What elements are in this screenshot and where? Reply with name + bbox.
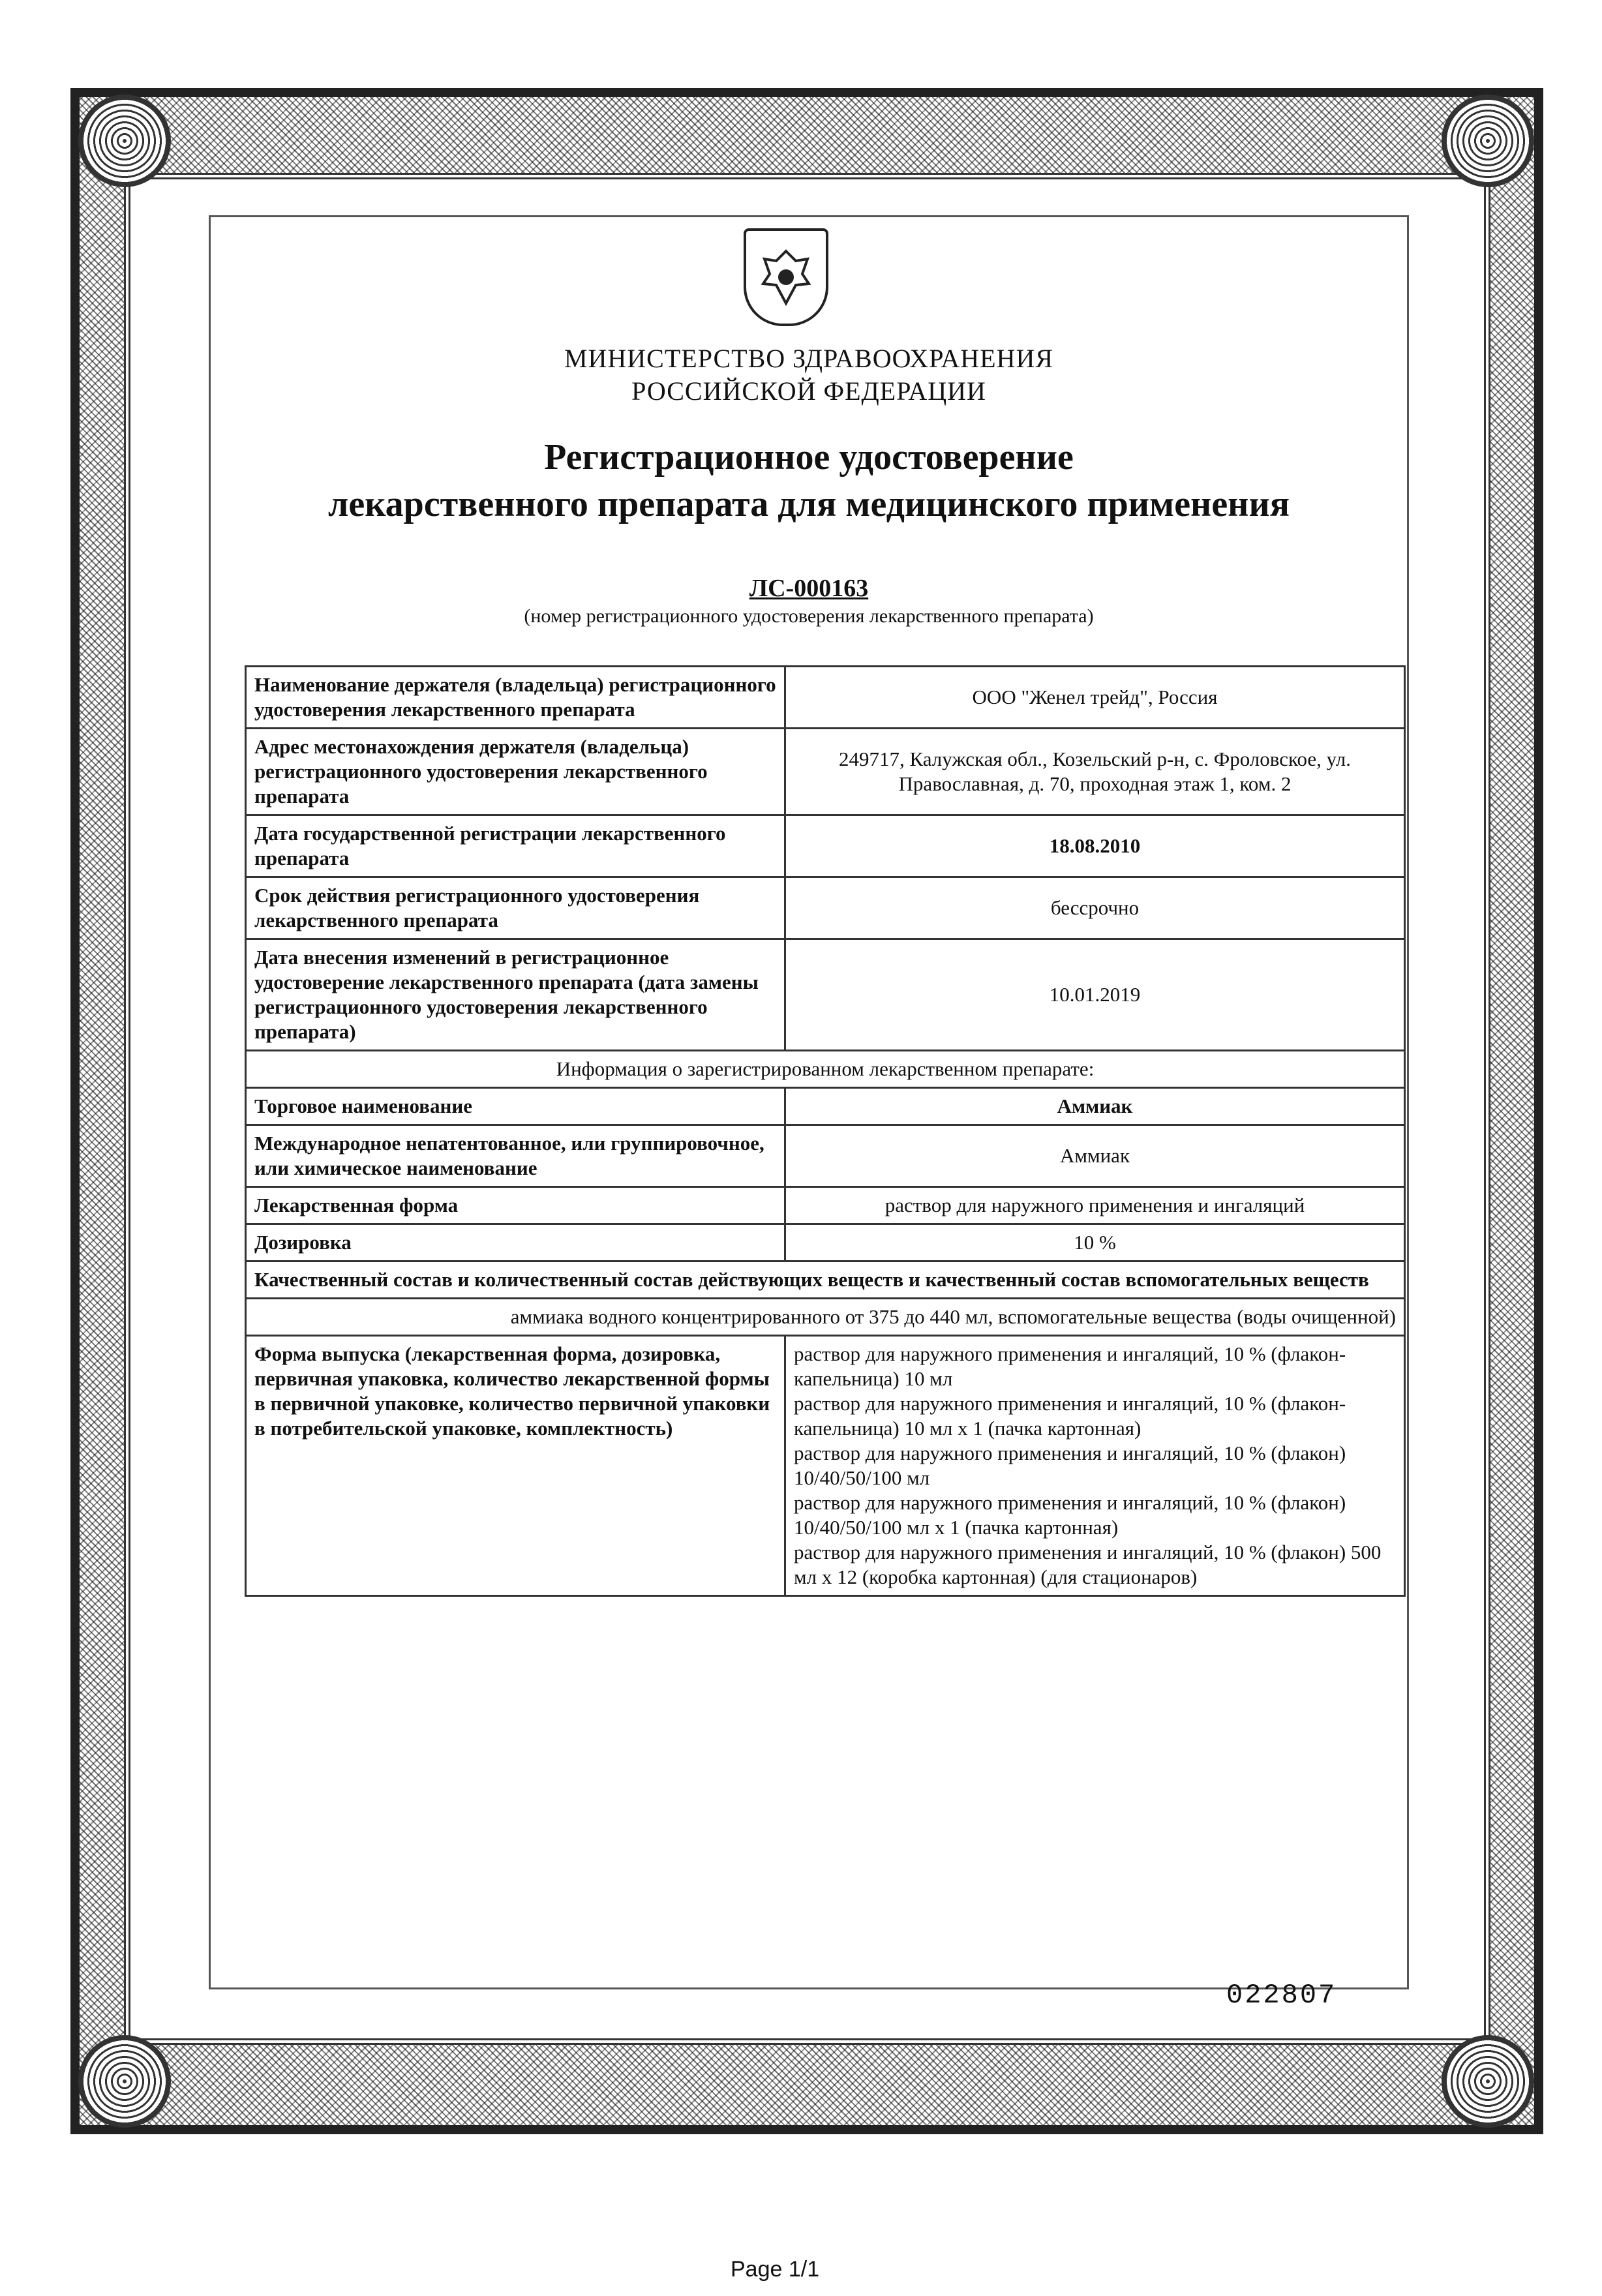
- title-line-2: лекарственного препарата для медицинского применения: [327, 484, 1290, 524]
- row-label: Лекарственная форма: [246, 1187, 785, 1224]
- release-form-line: раствор для наружного применения и ингаляций, 10 % (флакон) 500 мл x 12 (коробка картонная) (для стационаров): [794, 1541, 1382, 1588]
- table-row: [246, 1299, 1405, 1336]
- release-form-line: раствор для наружного применения и ингаляций, 10 % (флакон-капельница) 10 мл x 1 (пачка картонная): [794, 1392, 1346, 1440]
- registration-number-caption: (номер регистрационного удостоверения лекарственного препарата): [524, 605, 1094, 627]
- release-form-values: [785, 1336, 1405, 1596]
- table-row: [246, 1088, 1405, 1125]
- table-row: [246, 939, 1405, 1051]
- page-number: Page 1/1: [731, 2257, 820, 2282]
- table-row: [246, 1187, 1405, 1224]
- table-row: [246, 667, 1405, 729]
- row-label: Адрес местонахождения держателя (владельца) регистрационного удостоверения лекарственного препарата: [246, 729, 785, 815]
- row-label: Наименование держателя (владельца) регистрационного удостоверения лекарственного препарата: [246, 667, 785, 729]
- info-heading: Информация о зарегистрированном лекарственном препарате:: [246, 1051, 1405, 1088]
- table-row: [246, 877, 1405, 939]
- row-value: Аммиак: [785, 1088, 1405, 1125]
- table-row: [246, 729, 1405, 815]
- registration-table: [245, 665, 1406, 1597]
- ministry-line-2: РОССИЙСКОЙ ФЕДЕРАЦИИ: [631, 376, 986, 406]
- composition-heading: Качественный состав и количественный состав действующих веществ и качественный состав вспомогательных веществ: [246, 1261, 1405, 1299]
- row-label: Срок действия регистрационного удостоверения лекарственного препарата: [246, 877, 785, 939]
- release-form-label: Форма выпуска (лекарственная форма, дозировка, первичная упаковка, количество лекарственной формы в первичной упаковке, количество первичной упаковки в потребительской упаковке, комплектность): [246, 1336, 785, 1596]
- ministry-line-1: МИНИСТЕРСТВО ЗДРАВООХРАНЕНИЯ: [564, 344, 1054, 373]
- title-line-1: Регистрационное удостоверение: [544, 437, 1074, 477]
- coat-of-arms-icon: [744, 228, 828, 326]
- table-row: [246, 1125, 1405, 1187]
- row-value: 10.01.2019: [785, 939, 1405, 1051]
- release-form-line: раствор для наружного применения и ингаляций, 10 % (флакон-капельница) 10 мл: [794, 1342, 1346, 1390]
- table-row: [246, 1224, 1405, 1261]
- corner-ornament: [78, 95, 171, 187]
- corner-ornament: [1442, 2035, 1534, 2128]
- composition-text: аммиака водного концентрированного от 375 до 440 мл, вспомогательные вещества (воды очищенной): [246, 1299, 1405, 1336]
- row-label: Торговое наименование: [246, 1088, 785, 1125]
- row-label: Международное непатентованное, или группировочное, или химическое наименование: [246, 1125, 785, 1187]
- corner-ornament: [1442, 95, 1534, 187]
- release-form-line: раствор для наружного применения и ингаляций, 10 % (флакон) 10/40/50/100 мл x 1 (пачка картонная): [794, 1491, 1346, 1539]
- table-row: [246, 815, 1405, 877]
- table-row: [246, 1051, 1405, 1088]
- document-title: [209, 434, 1409, 528]
- table-row: [246, 1261, 1405, 1299]
- row-value: 18.08.2010: [785, 815, 1405, 877]
- row-label: Дозировка: [246, 1224, 785, 1261]
- row-value: Аммиак: [785, 1125, 1405, 1187]
- row-label: Дата государственной регистрации лекарственного препарата: [246, 815, 785, 877]
- row-value: 249717, Калужская обл., Козельский р-н, с. Фроловское, ул. Православная, д. 70, проходная этаж 1, ком. 2: [785, 729, 1405, 815]
- row-value: ООО "Женел трейд", Россия: [785, 667, 1405, 729]
- corner-ornament: [78, 2035, 171, 2128]
- row-value: 10 %: [785, 1224, 1405, 1261]
- serial-number: 022807: [1226, 1980, 1337, 2011]
- row-value: бессрочно: [785, 877, 1405, 939]
- registration-number: ЛС-000163: [749, 575, 869, 602]
- table-row: [246, 1336, 1405, 1596]
- release-form-line: раствор для наружного применения и ингаляций, 10 % (флакон) 10/40/50/100 мл: [794, 1442, 1346, 1489]
- row-value: раствор для наружного применения и ингаляций: [785, 1187, 1405, 1224]
- ministry-name: [209, 342, 1409, 408]
- row-label: Дата внесения изменений в регистрационное удостоверение лекарственного препарата (дата замены регистрационного удостоверения лекарственного препарата): [246, 939, 785, 1051]
